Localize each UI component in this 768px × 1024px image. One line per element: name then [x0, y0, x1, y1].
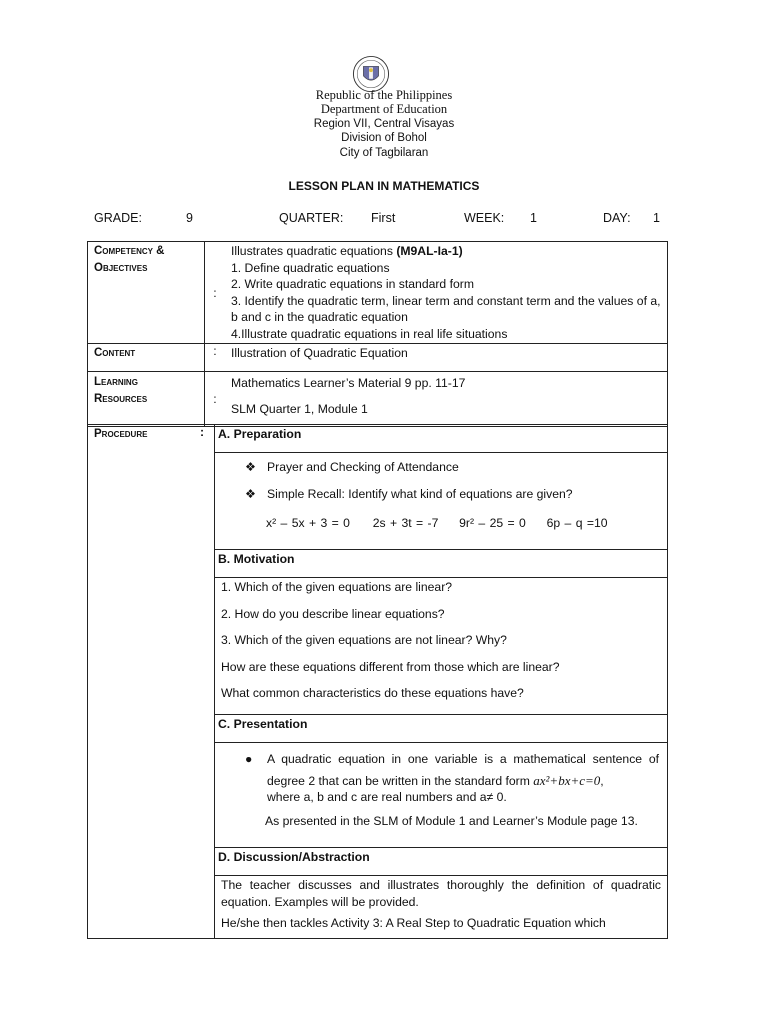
- question-item: What common characteristics do these equations have?: [221, 686, 524, 700]
- resource-line: Mathematics Learner’s Material 9 pp. 11-17: [231, 376, 466, 390]
- resources-row: [88, 372, 668, 427]
- header-region: Region VII, Central Visayas: [313, 118, 455, 130]
- objective-item: 1. Define quadratic equations: [231, 260, 390, 275]
- preparation-heading: A. Preparation: [215, 425, 668, 453]
- presentation-reference: As presented in the SLM of Module 1 and Learner’s Module page 13.: [265, 814, 638, 828]
- presentation-heading-row: [215, 715, 668, 743]
- lesson-table: [87, 241, 668, 427]
- competency-intro: [231, 243, 661, 260]
- day-value: 1: [653, 211, 660, 225]
- motivation-body: [215, 578, 668, 715]
- header-city: City of Tagbilaran: [339, 147, 429, 159]
- preparation-body-row: [215, 453, 668, 550]
- equation: x² – 5x + 3 = 0: [266, 516, 350, 530]
- equation: 9r² – 25 = 0: [459, 516, 526, 530]
- day-label: DAY:: [603, 211, 631, 225]
- procedure-table: [214, 424, 668, 939]
- preparation-heading-row: [215, 425, 668, 453]
- equation: 2s + 3t = -7: [372, 516, 439, 530]
- question-item: 2. How do you describe linear equations?: [221, 606, 445, 621]
- header-republic: Republic of the Philippines: [315, 88, 453, 102]
- discussion-paragraph: He/she then tackles Activity 3: A Real Step to Quadratic Equation which: [221, 916, 606, 930]
- question-item: How are these equations different from those which are linear?: [221, 659, 560, 674]
- week-label: WEEK:: [464, 211, 505, 225]
- resources-content: [225, 372, 668, 427]
- discussion-body: [215, 876, 668, 939]
- content-value: Illustration of Quadratic Equation: [225, 344, 668, 372]
- discussion-heading: D. Discussion/Abstraction: [215, 848, 668, 876]
- resource-line: SLM Quarter 1, Module 1: [231, 401, 368, 416]
- resources-label-line2: Resources: [94, 393, 148, 405]
- content-row: [88, 344, 668, 372]
- preparation-body: [215, 453, 668, 550]
- presentation-body-row: [215, 743, 668, 848]
- presentation-body: [215, 743, 668, 848]
- resources-colon: :: [205, 372, 226, 427]
- content-colon: :: [205, 344, 226, 372]
- competency-label-line2: Objectives: [94, 262, 148, 274]
- quarter-value: First: [371, 211, 396, 225]
- competency-row: [88, 242, 668, 344]
- competency-code: (M9AL-Ia-1): [396, 244, 463, 258]
- procedure-top-border: [87, 424, 214, 425]
- definition-text: A quadratic equation in one variable is a mathematical sentence of degree 2 that can be written in the standard form: [267, 752, 659, 788]
- question-item: 3. Which of the given equations are not linear? Why?: [221, 633, 507, 647]
- competency-colon: :: [205, 242, 226, 344]
- discussion-paragraph: The teacher discusses and illustrates thoroughly the definition of quadratic equation. Examples will be provided.: [221, 878, 661, 909]
- list-item: [215, 460, 667, 474]
- definition-condition: where a, b and c are real numbers and a≠ 0.: [267, 790, 507, 804]
- grade-label: GRADE:: [94, 211, 142, 225]
- definition-comma: ,: [600, 774, 604, 788]
- standard-form-formula: ax²+bx+c=0: [533, 773, 601, 788]
- diamond-bullet-icon: ❖: [245, 460, 256, 474]
- competency-intro-text: Illustrates quadratic equations: [231, 244, 397, 258]
- grade-value: 9: [186, 211, 193, 225]
- content-label: Content: [88, 344, 205, 372]
- motivation-heading: B. Motivation: [215, 550, 668, 578]
- procedure-column: [87, 424, 215, 939]
- objective-item: 2. Write quadratic equations in standard form: [231, 277, 474, 291]
- motivation-heading-row: [215, 550, 668, 578]
- header-division: Division of Bohol: [341, 132, 427, 144]
- resources-label: [88, 372, 205, 427]
- equation: 6p – q =10: [546, 516, 608, 530]
- presentation-heading: C. Presentation: [215, 715, 668, 743]
- objective-item: 3. Identify the quadratic term, linear term and constant term and the values of a, b and c in the quadratic equation: [231, 293, 661, 324]
- resources-label-line1: Learning: [94, 376, 138, 388]
- discussion-heading-row: [215, 848, 668, 876]
- procedure-colon: :: [200, 425, 205, 439]
- question-item: 1. Which of the given equations are linear?: [221, 580, 453, 594]
- competency-content: [225, 242, 668, 344]
- diamond-bullet-icon: ❖: [245, 487, 256, 501]
- quarter-label: QUARTER:: [279, 211, 344, 225]
- round-bullet-icon: ●: [245, 752, 253, 766]
- bullet-text: Simple Recall: Identify what kind of equations are given?: [267, 487, 573, 501]
- procedure-label: Procedure: [94, 428, 148, 440]
- header-department: Department of Education: [320, 102, 448, 116]
- bullet-text: Prayer and Checking of Attendance: [267, 460, 459, 474]
- week-value: 1: [530, 211, 537, 225]
- discussion-body-row: [215, 876, 668, 939]
- competency-label-line1: Competency &: [94, 245, 165, 257]
- objective-item: 4.Illustrate quadratic equations in real life situations: [231, 326, 508, 341]
- competency-label: [88, 242, 205, 344]
- page-title: LESSON PLAN IN MATHEMATICS: [288, 179, 480, 193]
- list-item: [215, 487, 667, 501]
- definition-paragraph: [215, 743, 667, 792]
- motivation-body-row: [215, 578, 668, 715]
- equations-line: [215, 516, 667, 530]
